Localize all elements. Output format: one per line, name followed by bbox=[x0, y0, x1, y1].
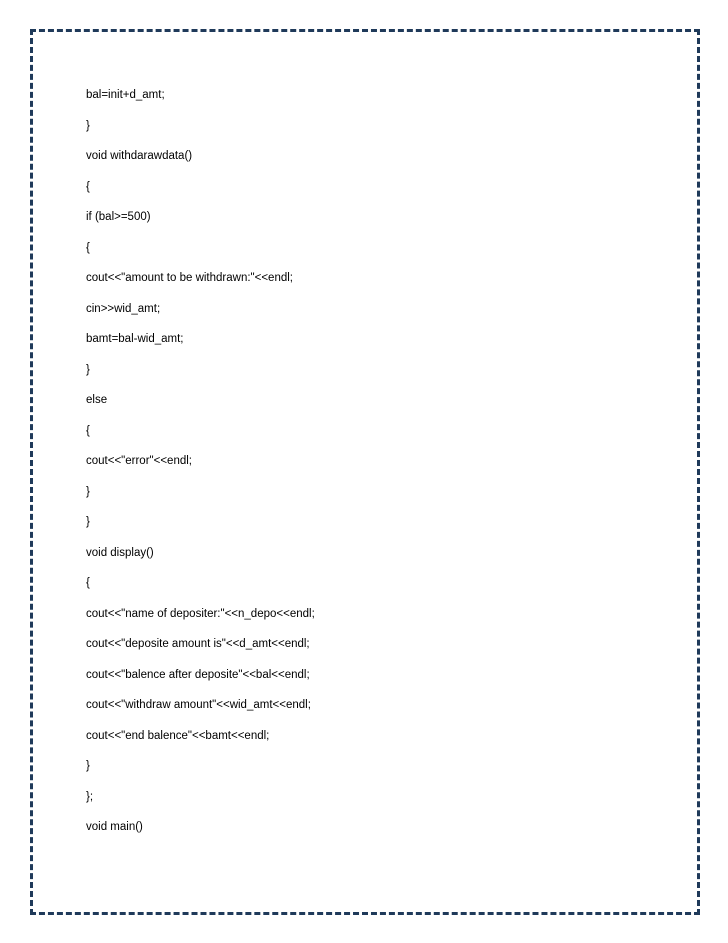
code-line: }; bbox=[86, 790, 94, 803]
code-line: bal=init+d_amt; bbox=[86, 89, 165, 101]
code-line: void main() bbox=[86, 821, 143, 833]
code-line: } bbox=[86, 363, 90, 376]
code-line: { bbox=[86, 241, 90, 254]
code-line: void display() bbox=[86, 546, 154, 559]
code-listing bbox=[86, 86, 315, 849]
code-line: void withdarawdata() bbox=[86, 150, 193, 162]
code-line: { bbox=[86, 424, 90, 437]
code-line: cout<<"amount to be withdrawn:"<<endl; bbox=[86, 272, 293, 284]
code-line: } bbox=[86, 516, 90, 528]
code-line: cout<<"deposite amount is"<<d_amt<<endl; bbox=[86, 638, 310, 650]
code-line: cout<<"end balence"<<bamt<<endl; bbox=[86, 729, 270, 742]
code-line: } bbox=[86, 119, 90, 132]
code-line: bamt=bal-wid_amt; bbox=[86, 333, 184, 345]
code-line: cout<<"name of depositer:"<<n_depo<<endl; bbox=[86, 607, 315, 620]
code-line: { bbox=[86, 180, 90, 193]
code-line: } bbox=[86, 485, 90, 498]
code-line: else bbox=[86, 394, 108, 406]
code-line: cout<<"withdraw amount"<<wid_amt<<endl; bbox=[86, 699, 311, 711]
code-line: } bbox=[86, 760, 90, 772]
code-line: cout<<"error"<<endl; bbox=[86, 455, 192, 467]
code-line: cout<<"balence after deposite"<<bal<<endl; bbox=[86, 668, 310, 681]
code-line: { bbox=[86, 577, 90, 589]
code-line: if (bal>=500) bbox=[86, 211, 151, 223]
code-line: cin>>wid_amt; bbox=[86, 302, 161, 315]
